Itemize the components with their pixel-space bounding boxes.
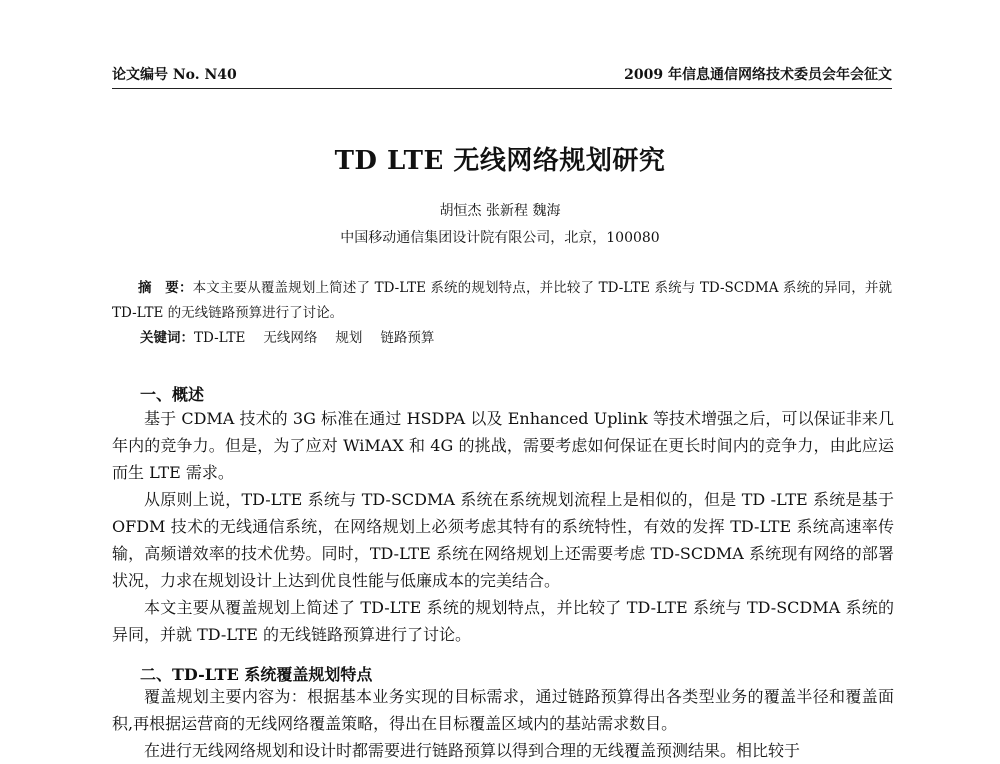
paper-number: 论文编号 No. N40 xyxy=(112,67,237,83)
running-header xyxy=(112,62,892,89)
authors: 胡恒杰 张新程 魏海 xyxy=(439,203,561,219)
section-body xyxy=(112,405,894,648)
keyword: 规划 xyxy=(335,330,363,346)
abstract xyxy=(112,276,892,326)
section-body xyxy=(112,683,894,764)
section-heading: 一、概述 xyxy=(140,385,205,404)
paragraph: 覆盖规划主要内容为：根据基本业务实现的目标需求，通过链路预算得出各类型业务的覆盖半径和覆盖面积,再根据运营商的无线网络覆盖策略，得出在目标覆盖区域内的基站需求数目。 xyxy=(112,687,894,733)
paragraph: 本文主要从覆盖规划上简述了 TD-LTE 系统的规划特点，并比较了 TD-LTE 系统与 TD-SCDMA 系统的异同，并就 TD-LTE 的无线链路预算进行了讨论。 xyxy=(112,598,894,644)
keyword: 链路预算 xyxy=(380,330,435,346)
keywords-label: 关键词： xyxy=(140,330,194,346)
paragraph: 从原则上说，TD-LTE 系统与 TD-SCDMA 系统在系统规划流程上是相似的，但是 TD -LTE 系统是基于 OFDM 技术的无线通信系统，在网络规划上必须考虑其特有的系统特性，有效的发挥 TD-LTE 系统高速率传输，高频谱效率的技术优势。同时，TD-LTE 系统在网络规划上还需要考虑 TD-SCDMA 系统现有网络的部署状况，力求在规划设计上达到优良性能与低廉成本的完美结合。 xyxy=(112,490,894,590)
keyword: 无线网络 xyxy=(263,330,318,346)
affiliation: 中国移动通信集团设计院有限公司，北京，100080 xyxy=(340,230,660,246)
conference-name: 2009 年信息通信网络技术委员会年会征文 xyxy=(624,67,892,83)
abstract-label: 摘 要： xyxy=(138,280,193,296)
abstract-text: 本文主要从覆盖规划上简述了 TD-LTE 系统的规划特点，并比较了 TD-LTE 系统与 TD-SCDMA 系统的异同，并就 TD-LTE 的无线链路预算进行了讨论。 xyxy=(112,280,893,321)
keywords xyxy=(140,326,900,346)
paragraph: 基于 CDMA 技术的 3G 标准在通过 HSDPA 以及 Enhanced Uplink 等技术增强之后，可以保证非来几年内的竞争力。但是，为了应对 WiMAX 和 4G 的挑战，需要考虑如何保证在更长时间内的竞争力，由此应运而生 LTE 需求。 xyxy=(112,409,894,482)
paper-title: TD LTE 无线网络规划研究 xyxy=(334,146,666,176)
paragraph: 在进行无线网络规划和设计时都需要进行链路预算以得到合理的无线覆盖预测结果。相比较于 xyxy=(144,741,801,760)
section-heading: 二、TD-LTE 系统覆盖规划特点 xyxy=(140,665,373,684)
keyword: TD-LTE xyxy=(194,330,246,346)
